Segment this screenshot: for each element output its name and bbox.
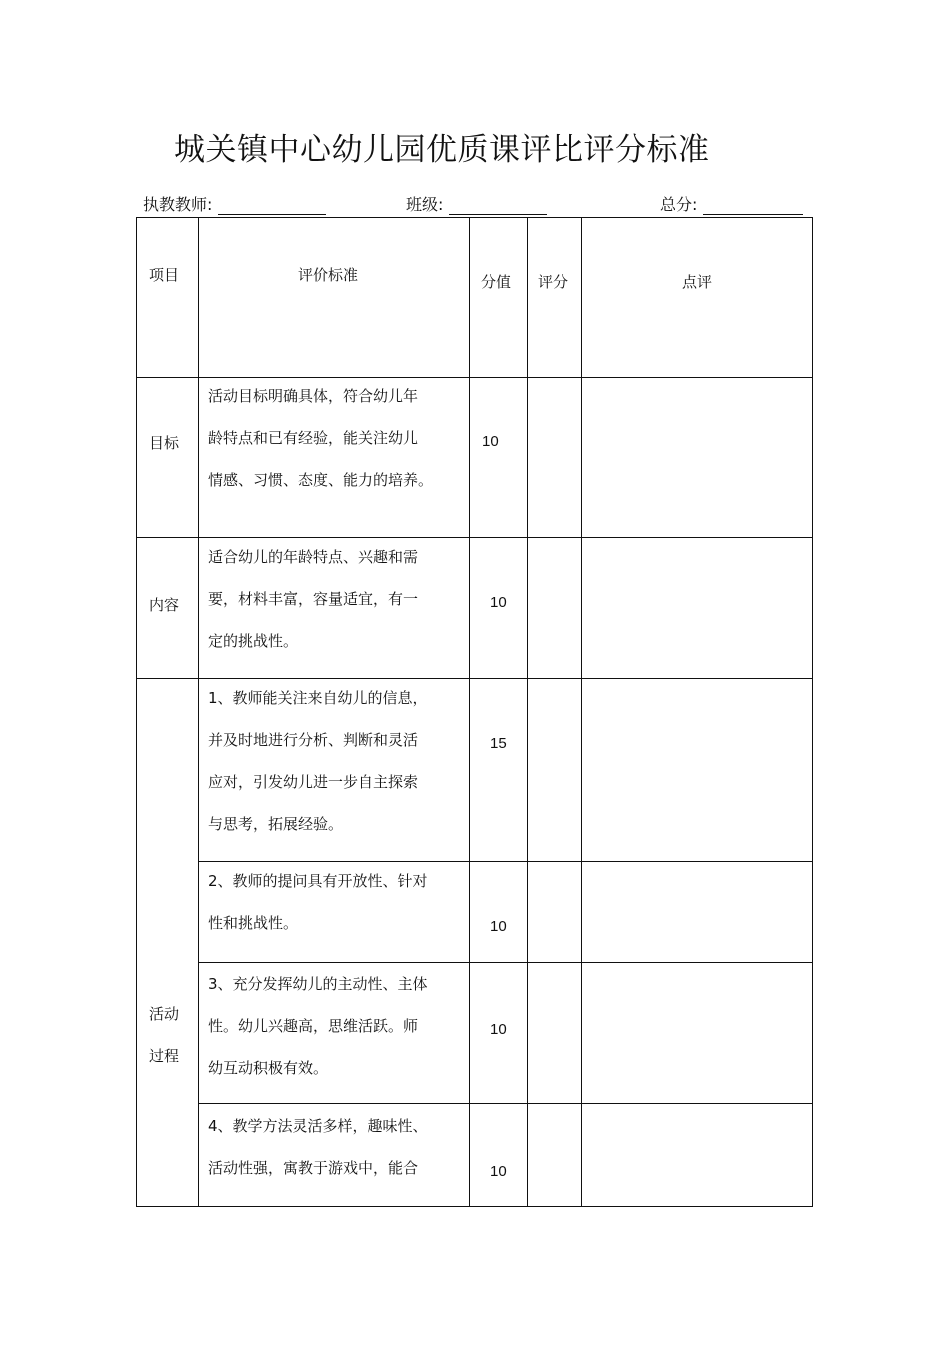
criteria-line: 要，材料丰富，容量适宜，有一 [208, 590, 419, 608]
total-label: 总分: [660, 195, 698, 214]
table-border-right [812, 217, 813, 1206]
criteria-line: 应对，引发幼儿进一步自主探索 [208, 773, 419, 791]
table-divider-rating [581, 217, 582, 1206]
subrow-points-1: 15 [490, 735, 507, 752]
criteria-line: 幼互动积极有效。 [208, 1059, 329, 1077]
criteria-line: 1、教师能关注来自幼儿的信息， [208, 689, 428, 707]
row-criteria-goal [208, 375, 463, 501]
header-criteria: 评价标准 [298, 266, 359, 284]
criteria-line: 情感、习惯、态度、能力的培养。 [208, 471, 434, 489]
row-item-process: 过程 [149, 1047, 180, 1065]
subrow-criteria-3 [208, 963, 463, 1089]
criteria-line: 性和挑战性。 [208, 914, 299, 932]
subrow-points-4: 10 [490, 1163, 507, 1180]
criteria-line: 定的挑战性。 [208, 632, 299, 650]
total-blank [703, 196, 803, 215]
class-label: 班级: [406, 195, 444, 214]
criteria-line: 2、教师的提问具有开放性、针对 [208, 872, 428, 890]
header-points: 分值 [481, 273, 512, 291]
header-item: 项目 [149, 266, 180, 284]
table-border-left [136, 217, 137, 1206]
table-divider-points [527, 217, 528, 1206]
subrow-points-3: 10 [490, 1021, 507, 1038]
row-points-content: 10 [490, 594, 507, 611]
header-comment: 点评 [682, 273, 713, 291]
subrow-criteria-1 [208, 677, 463, 845]
row-item-content: 内容 [149, 596, 180, 614]
class-field [406, 192, 547, 215]
class-blank [449, 196, 547, 215]
table-divider-criteria [469, 217, 470, 1206]
criteria-line: 活动性强，寓教于游戏中，能合 [208, 1159, 419, 1177]
page-title: 城关镇中心幼儿园优质课评比评分标准 [174, 132, 710, 168]
table-border-top [136, 217, 813, 218]
header-rating: 评分 [538, 273, 569, 291]
teacher-field [143, 192, 326, 215]
table-border-bottom [136, 1206, 813, 1207]
table-divider-item [198, 217, 199, 1206]
criteria-line: 适合幼儿的年龄特点、兴趣和需 [208, 548, 419, 566]
subrow-points-2: 10 [490, 918, 507, 935]
row-item-goal: 目标 [149, 434, 180, 452]
subrow-criteria-2 [208, 860, 463, 944]
row-points-goal: 10 [482, 433, 499, 450]
criteria-line: 并及时地进行分析、判断和灵活 [208, 731, 419, 749]
criteria-line: 3、充分发挥幼儿的主动性、主体 [208, 975, 428, 993]
table-subrow-divider [198, 1103, 813, 1104]
teacher-label: 执教教师: [143, 195, 213, 214]
row-item-process: 活动 [149, 1005, 180, 1023]
criteria-line: 4、教学方法灵活多样，趣味性、 [208, 1117, 428, 1135]
subrow-criteria-4 [208, 1105, 463, 1189]
criteria-line: 性。幼儿兴趣高，思维活跃。师 [208, 1017, 419, 1035]
criteria-line: 活动目标明确具体，符合幼儿年 [208, 387, 419, 405]
total-field [660, 192, 803, 215]
teacher-blank [218, 196, 326, 215]
criteria-line: 龄特点和已有经验，能关注幼儿 [208, 429, 419, 447]
criteria-line: 与思考，拓展经验。 [208, 815, 344, 833]
row-criteria-content [208, 536, 463, 662]
